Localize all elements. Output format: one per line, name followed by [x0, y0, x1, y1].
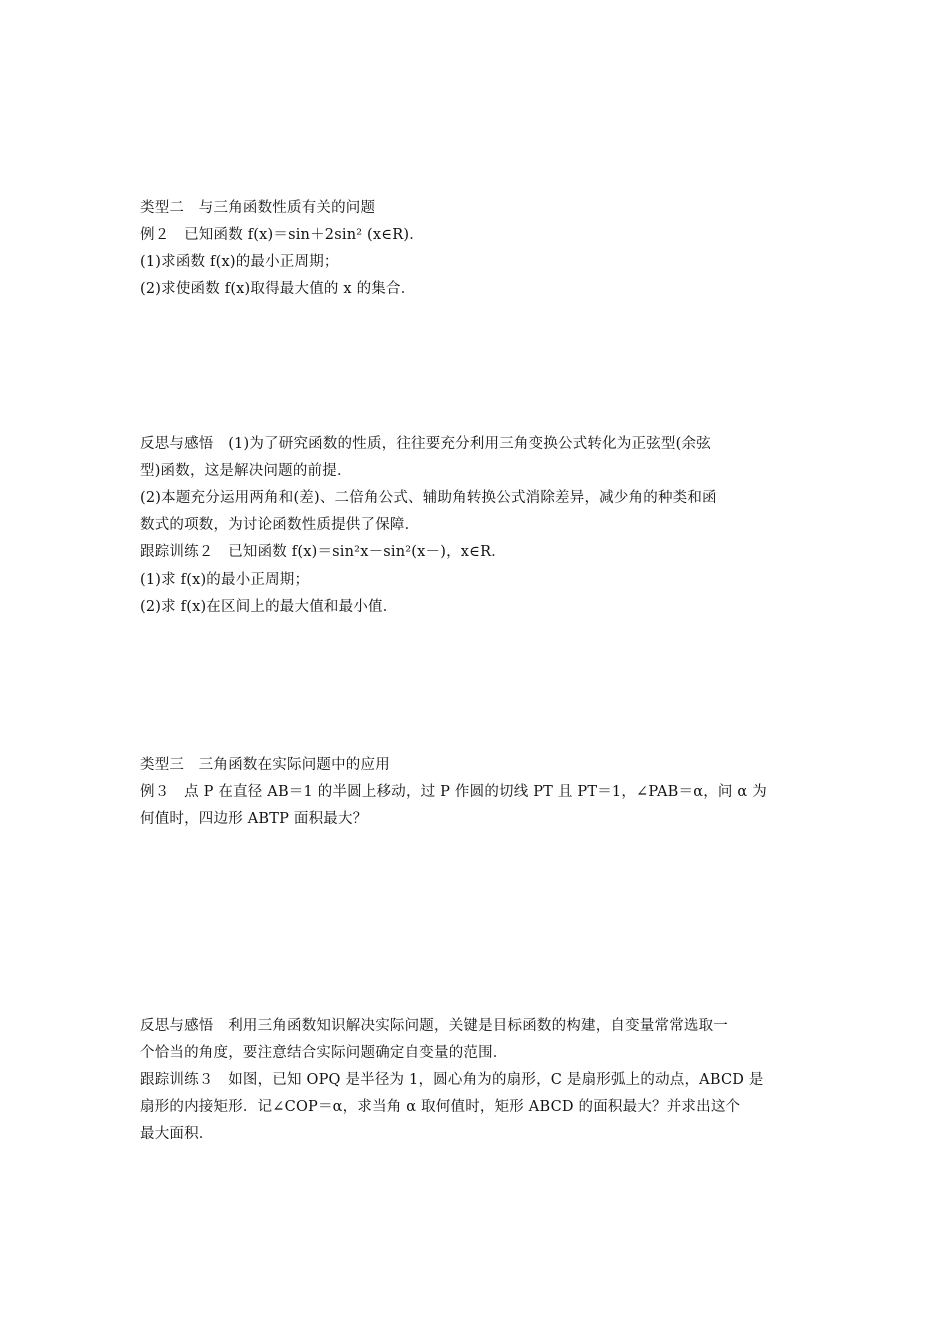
example-2-part-1: (1)求函数 f(x)的最小正周期； [140, 254, 339, 270]
reflection-2-line-2: 型)函数，这是解决问题的前提． [140, 463, 352, 479]
training-2-statement: 跟踪训练２ 已知函数 f(x)＝sin²x－sin²(x－)，x∈R． [140, 544, 506, 560]
reflection-2-line-4: 数式的项数，为讨论函数性质提供了保障． [140, 517, 420, 533]
section-heading-type3: 类型三 三角函数在实际问题中的应用 [140, 757, 390, 773]
reflection-2-line-3: (2)本题充分运用两角和(差)、二倍角公式、辅助角转换公式消除差异，减少角的种类和函 [140, 490, 717, 506]
training-2-part-1: (1)求 f(x)的最小正周期； [140, 572, 310, 588]
reflection-3-line-1: 反思与感悟 利用三角函数知识解决实际问题，关键是目标函数的构建，自变量常常选取一 [140, 1018, 728, 1034]
section-heading-type2: 类型二 与三角函数性质有关的问题 [140, 200, 376, 216]
training-3-line-3: 最大面积． [140, 1126, 214, 1142]
example-2-part-2: (2)求使函数 f(x)取得最大值的 x 的集合． [140, 281, 416, 297]
reflection-2-line-1: 反思与感悟 (1)为了研究函数的性质，往往要充分利用三角变换公式转化为正弦型(余弦 [140, 436, 711, 452]
example-3-line-2: 何值时，四边形 ABTP 面积最大？ [140, 811, 368, 827]
example-3-line-1: 例３ 点 P 在直径 AB＝1 的半圆上移动，过 P 作圆的切线 PT 且 PT＝1，∠PAB＝α，问 α 为 [140, 784, 767, 800]
example-2-statement: 例２ 已知函数 f(x)＝sin＋2sin² (x∈R)． [140, 227, 424, 243]
training-3-line-1: 跟踪训练３ 如图，已知 OPQ 是半径为 1，圆心角为的扇形，C 是扇形弧上的动点，ABCD 是 [140, 1072, 764, 1088]
reflection-3-line-2: 个恰当的角度，要注意结合实际问题确定自变量的范围． [140, 1045, 508, 1061]
training-3-line-2: 扇形的内接矩形．记∠COP＝α，求当角 α 取何值时，矩形 ABCD 的面积最大？并求出这个 [140, 1099, 741, 1115]
training-2-part-2: (2)求 f(x)在区间上的最大值和最小值． [140, 599, 398, 615]
